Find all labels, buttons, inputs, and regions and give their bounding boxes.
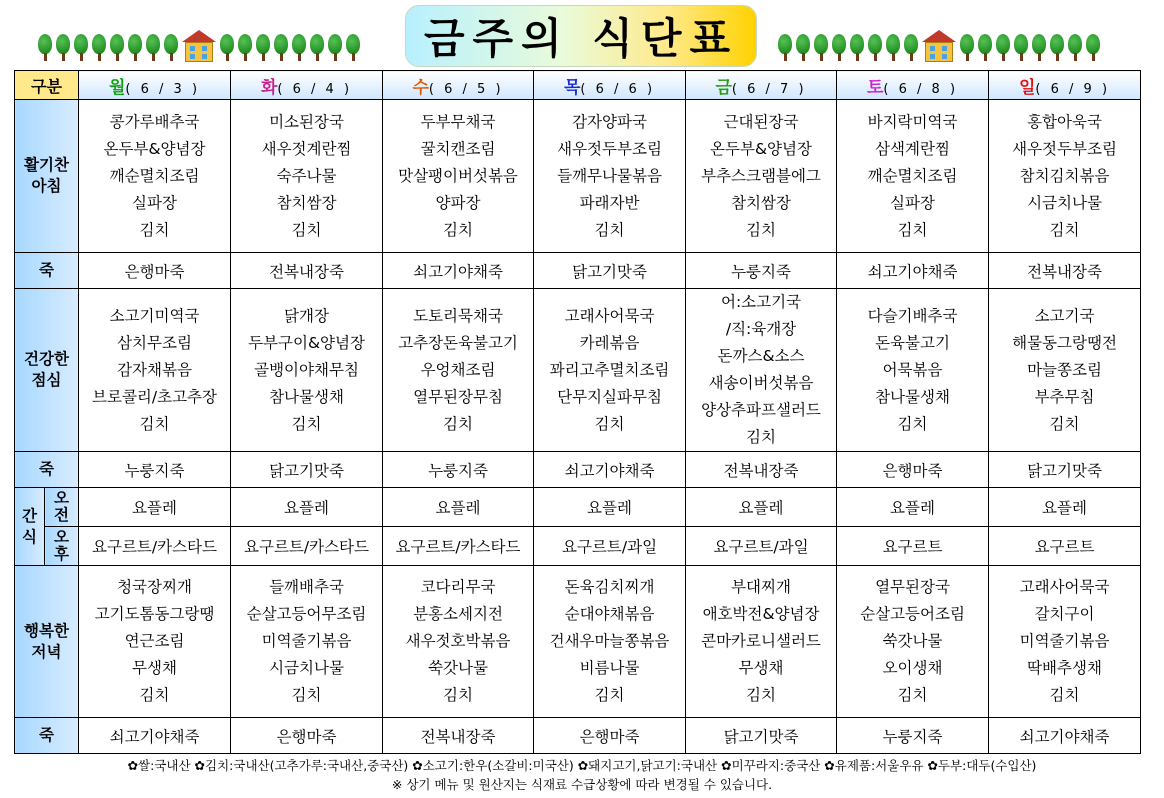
menu-item: 참치쌈장 — [731, 193, 791, 212]
menu-item: 무생채 — [738, 659, 784, 677]
menu-item: 오이생채 — [882, 659, 943, 677]
menu-item: 맛살팽이버섯볶음 — [398, 166, 518, 185]
day-date: ( 6 / 9 ) — [1035, 81, 1111, 97]
menu-item: 새우젓두부조림 — [1012, 139, 1117, 158]
row-porridge_lunch — [15, 452, 1141, 488]
menu-item: 돈까스&소스 — [717, 347, 805, 365]
menu-cell — [383, 100, 534, 253]
menu-cell — [686, 289, 837, 452]
row-porridge_morning — [15, 253, 1141, 289]
menu-item: 감자채볶음 — [117, 360, 192, 379]
row-label-line: 저녁 — [31, 642, 62, 661]
menu-cell — [837, 100, 989, 253]
menu-item: 애호박전&양념장 — [702, 605, 820, 623]
menu-item: 김치 — [291, 686, 322, 704]
menu-item: 소고기국 — [1034, 306, 1095, 325]
tree-icon — [328, 34, 342, 62]
menu-cell — [686, 566, 837, 718]
tree-icon — [868, 34, 882, 62]
tree-icon — [1086, 34, 1100, 62]
menu-item: 다슬기배추국 — [867, 306, 958, 325]
snack-item: 요구르트/과일 — [534, 527, 686, 566]
menu-item: 열무된장국 — [875, 578, 950, 596]
menu-item: 닭개장 — [284, 306, 329, 325]
menu-item: 닭고기맛죽 — [534, 253, 686, 289]
meal-row-dinner — [15, 566, 1141, 718]
menu-item: 김치 — [291, 414, 322, 433]
menu-item: 참나물생채 — [269, 387, 344, 406]
menu-item: 순대야채볶음 — [564, 605, 655, 623]
day-header — [383, 71, 534, 100]
row-label-line: 점심 — [31, 371, 62, 389]
menu-item: 삼색계란찜 — [875, 139, 950, 158]
menu-item: 바지락미역국 — [867, 112, 958, 131]
row-label — [15, 289, 79, 452]
tree-icon — [220, 34, 234, 62]
menu-cell — [989, 566, 1141, 718]
snack-item: 요구르트/카스타드 — [79, 527, 231, 566]
menu-item: 딱배추생채 — [1027, 659, 1102, 677]
menu-cell — [686, 100, 837, 253]
snack-item: 요구르트/카스타드 — [231, 527, 383, 566]
menu-item: 은행마죽 — [79, 253, 231, 289]
menu-item: 시금치나물 — [1027, 193, 1102, 212]
menu-item: 온두부&양념장 — [710, 139, 812, 158]
tree-icon — [346, 34, 360, 62]
tree-icon — [92, 34, 106, 62]
menu-item: 도토리묵채국 — [413, 306, 503, 325]
day-name: 목 — [563, 77, 581, 98]
origin-note: ✿쌀:국내산 ✿김치:국내산(고추가루:국내산,중국산) ✿소고기:한우(소갈비:미국산) ✿돼지고기,닭고기:국내산 ✿미꾸라지:중국산 ✿유제품:서울우유 ✿두부:대두(수입산) — [127, 758, 1037, 773]
tree-icon — [164, 34, 178, 62]
menu-item: 닭고기맛죽 — [989, 452, 1141, 488]
menu-item: 쇠고기야채죽 — [837, 253, 989, 289]
row-label — [45, 527, 79, 566]
menu-item: 깨순멸치조림 — [109, 166, 200, 185]
menu-item: 새송이버섯볶음 — [708, 374, 814, 392]
tree-icon — [832, 34, 846, 62]
row-label-line: 활기찬 — [24, 156, 69, 174]
day-date: ( 6 / 7 ) — [731, 81, 807, 97]
snack-item: 요플레 — [534, 488, 686, 527]
menu-item: 파래자반 — [579, 193, 640, 212]
menu-item: 김치 — [443, 220, 473, 239]
menu-cell — [79, 289, 231, 452]
menu-item: 김치 — [139, 686, 170, 704]
row-label-line: 후 — [54, 545, 69, 563]
row-label-line: 행복한 — [24, 621, 69, 640]
snack-item: 요플레 — [231, 488, 383, 527]
menu-item: 쇠고기야채죽 — [383, 253, 534, 289]
tree-icon — [310, 34, 324, 62]
menu-item: 김치 — [1049, 414, 1080, 433]
menu-item: 고래사어묵국 — [1019, 578, 1110, 596]
menu-item: 김치 — [443, 686, 473, 704]
menu-cell — [989, 100, 1141, 253]
menu-item: 김치 — [746, 428, 776, 446]
row-label-line: 건강한 — [24, 350, 69, 368]
row-label-line: 오 — [54, 528, 69, 546]
menu-item: 꿀치캔조림 — [420, 139, 496, 158]
tree-icon — [256, 34, 270, 62]
tree-decoration-left — [38, 30, 360, 62]
menu-item: 숙주나물 — [276, 166, 337, 185]
menu-item: 콩가루배추국 — [109, 112, 200, 131]
menu-cell — [383, 566, 534, 718]
menu-item: 순살고등어조림 — [860, 605, 965, 623]
menu-item: 감자양파국 — [572, 112, 647, 131]
menu-item: 미역줄기볶음 — [261, 632, 352, 650]
menu-item: 두부구이&양념장 — [248, 333, 365, 352]
header — [0, 0, 1164, 68]
menu-item: 쇠고기야채죽 — [534, 452, 686, 488]
tree-icon — [146, 34, 160, 62]
menu-item: 무생채 — [132, 659, 177, 677]
menu-item: 돈육불고기 — [875, 333, 950, 352]
tree-icon — [274, 34, 288, 62]
menu-item: 홍합아욱국 — [1027, 112, 1102, 131]
tree-icon — [292, 34, 306, 62]
snack-item: 요구르트/카스타드 — [383, 527, 534, 566]
day-header — [79, 71, 231, 100]
menu-item: 김치 — [1049, 686, 1080, 704]
row-label-line: 오 — [54, 489, 69, 507]
tree-icon — [996, 34, 1010, 62]
day-header — [989, 71, 1141, 100]
menu-item: 단무지실파무침 — [557, 387, 662, 406]
menu-item: 김치 — [594, 220, 625, 239]
menu-item: 고추장돈육불고기 — [398, 333, 518, 352]
menu-item: 참치김치볶음 — [1019, 166, 1110, 185]
menu-item: 김치 — [1049, 220, 1080, 239]
change-notice: ※ 상기 메뉴 및 원산지는 식재료 수급상황에 따라 변경될 수 있습니다. — [391, 777, 773, 792]
menu-item: 깨순멸치조림 — [867, 166, 958, 185]
menu-item: 건새우마늘쫑볶음 — [549, 632, 670, 650]
menu-item: 김치 — [594, 686, 625, 704]
menu-item: 누룽지죽 — [383, 452, 534, 488]
snack-item: 요플레 — [989, 488, 1141, 527]
menu-item: 김치 — [746, 686, 776, 704]
menu-item: 온두부&양념장 — [103, 139, 206, 158]
row-label: 죽 — [15, 718, 79, 754]
menu-item: 코다리무국 — [420, 578, 496, 596]
menu-item: 들깨배추국 — [269, 578, 344, 596]
menu-item: 은행마죽 — [231, 718, 383, 754]
menu-item: 김치 — [139, 220, 170, 239]
menu-item: 들깨무나물볶음 — [557, 166, 662, 185]
tree-icon — [886, 34, 900, 62]
menu-item: 해물동그랑땡전 — [1012, 333, 1117, 352]
menu-cell — [79, 566, 231, 718]
menu-cell — [231, 100, 383, 253]
menu-item: 닭고기맛죽 — [686, 718, 837, 754]
house-icon — [182, 30, 216, 62]
menu-cell — [383, 289, 534, 452]
menu-item: 연근조림 — [124, 632, 185, 650]
menu-item: 꽈리고추멸치조림 — [549, 360, 670, 379]
day-date: ( 6 / 5 ) — [428, 81, 504, 97]
tree-icon — [904, 34, 918, 62]
day-header — [231, 71, 383, 100]
day-name: 수 — [412, 77, 429, 98]
house-icon — [922, 30, 956, 62]
day-name: 화 — [260, 77, 278, 98]
day-name: 토 — [866, 77, 884, 98]
menu-item: 은행마죽 — [837, 452, 989, 488]
day-date: ( 6 / 8 ) — [883, 81, 959, 97]
tree-icon — [1014, 34, 1028, 62]
tree-icon — [128, 34, 142, 62]
snack-item: 요플레 — [79, 488, 231, 527]
menu-cell — [534, 566, 686, 718]
row-label-line: 전 — [54, 506, 69, 524]
menu-cell — [837, 566, 989, 718]
snack-item: 요구르트/과일 — [686, 527, 837, 566]
row-porridge_dinner — [15, 718, 1141, 754]
menu-item: 김치 — [443, 414, 473, 433]
menu-item: 근대된장국 — [723, 112, 799, 131]
day-header — [837, 71, 989, 100]
page-title: 금주의 식단표 — [423, 14, 739, 63]
day-name: 금 — [715, 77, 732, 98]
menu-item: 누룽지죽 — [837, 718, 989, 754]
menu-item: 양파장 — [435, 193, 481, 212]
menu-item: 누룽지죽 — [686, 253, 837, 289]
menu-item: 실파장 — [890, 193, 935, 212]
day-name: 일 — [1018, 77, 1036, 98]
menu-cell — [231, 566, 383, 718]
menu-cell — [231, 289, 383, 452]
tree-icon — [850, 34, 864, 62]
menu-item: 실파장 — [132, 193, 177, 212]
tree-decoration-right — [778, 30, 1100, 62]
tree-icon — [74, 34, 88, 62]
menu-item: 새우젓계란찜 — [261, 139, 352, 158]
menu-item: 쇠고기야채죽 — [989, 718, 1141, 754]
meal-row-lunch — [15, 289, 1141, 452]
menu-item: 쑥갓나물 — [428, 659, 488, 677]
menu-item: 열무된장무침 — [413, 387, 503, 406]
tree-icon — [1050, 34, 1064, 62]
row-label: 죽 — [15, 452, 79, 488]
snack-item: 요구르트 — [837, 527, 989, 566]
menu-item: 부추무침 — [1034, 387, 1095, 406]
menu-item: 고래사어묵국 — [564, 306, 655, 325]
tree-icon — [56, 34, 70, 62]
row-label: 죽 — [15, 253, 79, 289]
menu-item: 김치 — [139, 414, 170, 433]
row-snack-pm — [15, 527, 1141, 566]
menu-item: 어:소고기국 — [720, 293, 802, 311]
tree-icon — [238, 34, 252, 62]
menu-item: 미소된장국 — [269, 112, 344, 131]
menu-item: 전복내장죽 — [231, 253, 383, 289]
snack-item: 요구르트 — [989, 527, 1141, 566]
tree-icon — [1068, 34, 1082, 62]
tree-icon — [796, 34, 810, 62]
row-label-line: 아침 — [31, 177, 62, 195]
menu-item: 비름나물 — [579, 659, 640, 677]
menu-item: 분홍소세지전 — [413, 605, 503, 623]
menu-item: 골뱅이야채무침 — [254, 360, 359, 379]
menu-item: 마늘쫑조림 — [1027, 360, 1102, 379]
day-date: ( 6 / 4 ) — [277, 81, 353, 97]
tree-icon — [814, 34, 828, 62]
menu-item: 시금치나물 — [269, 659, 344, 677]
menu-cell — [989, 289, 1141, 452]
menu-item: 전복내장죽 — [686, 452, 837, 488]
menu-item: 미역줄기볶음 — [1019, 632, 1110, 650]
row-label: 간식 — [15, 488, 45, 566]
menu-cell — [534, 100, 686, 253]
menu-item: 삼치무조림 — [117, 333, 192, 352]
menu-cell — [79, 100, 231, 253]
menu-item: 소고기미역국 — [109, 306, 200, 325]
menu-item: 새우젓두부조림 — [557, 139, 662, 158]
title-banner — [405, 5, 757, 67]
menu-item: 콘마카로니샐러드 — [701, 632, 821, 650]
menu-item: 부추스크램블에그 — [701, 166, 821, 185]
snack-item: 요플레 — [686, 488, 837, 527]
menu-item: 누룽지죽 — [79, 452, 231, 488]
menu-item: 닭고기맛죽 — [231, 452, 383, 488]
menu-item: 참나물생채 — [875, 387, 950, 406]
menu-item: 부대찌개 — [731, 578, 791, 596]
menu-item: /직:육개장 — [725, 320, 797, 338]
menu-item: 은행마죽 — [534, 718, 686, 754]
menu-item: 김치 — [897, 414, 928, 433]
menu-item: 돈육김치찌개 — [564, 578, 655, 596]
menu-item: 새우젓호박볶음 — [405, 632, 511, 650]
menu-item: 김치 — [594, 414, 625, 433]
row-label — [15, 100, 79, 253]
menu-item: 전복내장죽 — [989, 253, 1141, 289]
menu-item: 순살고등어무조림 — [246, 605, 367, 623]
menu-item: 양상추파프샐러드 — [701, 401, 821, 419]
tree-icon — [778, 34, 792, 62]
menu-item: 카레볶음 — [579, 333, 640, 352]
menu-item: 갈치구이 — [1034, 605, 1095, 623]
menu-item: 김치 — [897, 220, 928, 239]
day-header — [534, 71, 686, 100]
menu-item: 쑥갓나물 — [882, 632, 943, 650]
menu-item: 김치 — [746, 220, 776, 239]
row-label — [15, 566, 79, 718]
day-header — [686, 71, 837, 100]
snack-item: 요플레 — [383, 488, 534, 527]
meal-row-breakfast — [15, 100, 1141, 253]
day-name: 월 — [108, 77, 126, 98]
menu-item: 김치 — [897, 686, 928, 704]
tree-icon — [110, 34, 124, 62]
menu-item: 청국장찌개 — [117, 578, 192, 596]
snack-item: 요플레 — [837, 488, 989, 527]
menu-cell — [837, 289, 989, 452]
menu-item: 쇠고기야채죽 — [79, 718, 231, 754]
menu-item: 브로콜리/초고추장 — [92, 387, 218, 406]
menu-item: 전복내장죽 — [383, 718, 534, 754]
header-label: 구분 — [15, 71, 79, 100]
menu-item: 김치 — [291, 220, 322, 239]
menu-table — [14, 70, 1141, 754]
row-snack-am — [15, 488, 1141, 527]
tree-icon — [1032, 34, 1046, 62]
tree-icon — [38, 34, 52, 62]
menu-item: 참치쌈장 — [276, 193, 337, 212]
tree-icon — [978, 34, 992, 62]
day-date: ( 6 / 3 ) — [125, 81, 201, 97]
menu-item: 우엉채조림 — [420, 360, 496, 379]
menu-item: 어묵볶음 — [882, 360, 943, 379]
menu-item: 두부무채국 — [420, 112, 496, 131]
menu-item: 고기도톰동그랑땡 — [94, 605, 215, 623]
day-date: ( 6 / 6 ) — [580, 81, 656, 97]
tree-icon — [960, 34, 974, 62]
row-label — [45, 488, 79, 527]
menu-cell — [534, 289, 686, 452]
